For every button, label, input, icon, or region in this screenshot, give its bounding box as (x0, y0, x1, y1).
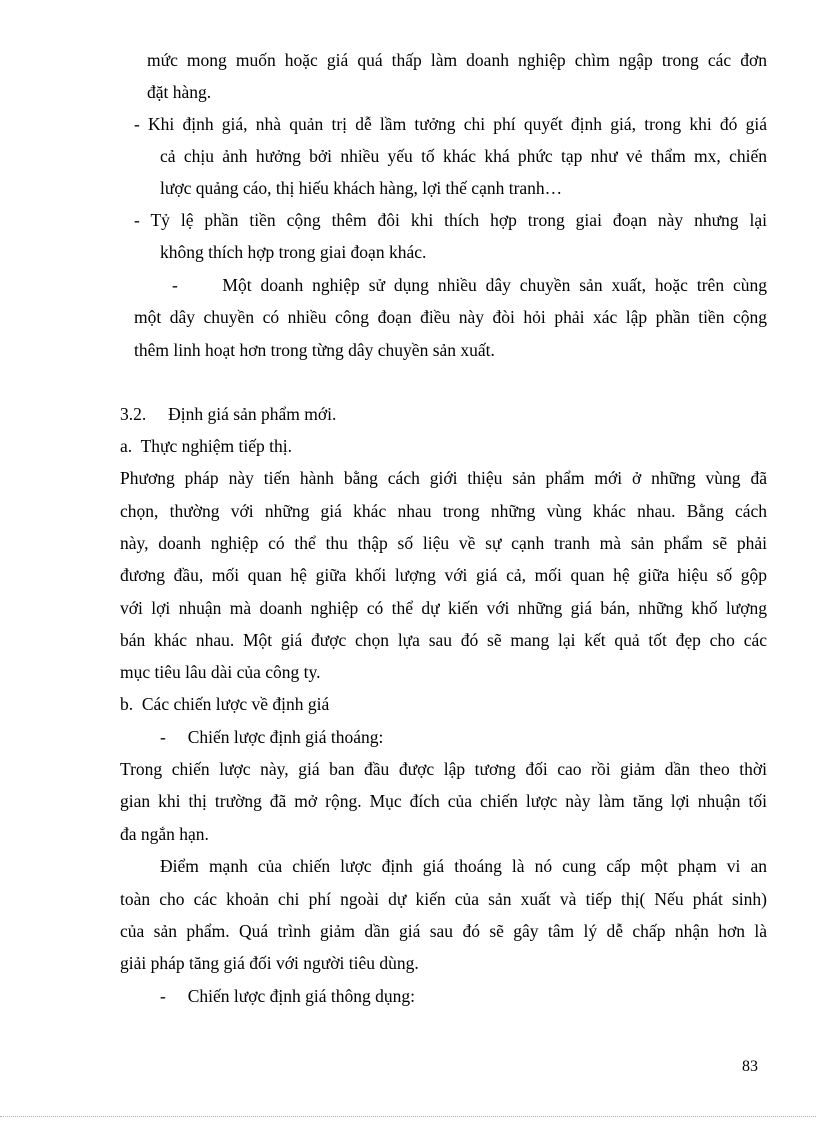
text-line: lược quảng cáo, thị hiếu khách hàng, lợi thế cạnh tranh… (160, 178, 563, 198)
text-line: giải pháp tăng giá đối với người tiêu dùng. (120, 953, 419, 973)
text-line: - Khi định giá, nhà quản trị dễ lầm tưởng chi phí quyết định giá, trong khi đó giá (134, 114, 767, 134)
text-line: đương đầu, mối quan hệ giữa khối lượng với giá cả, mối quan hệ giữa hiệu số gộp (120, 565, 767, 585)
text-line: thêm linh hoạt hơn trong từng dây chuyền sản xuất. (134, 340, 495, 360)
text-line: gian khi thị trường đã mở rộng. Mục đích của chiến lược này làm tăng lợi nhuận tối (120, 791, 767, 811)
text-line: Trong chiến lược này, giá ban đầu được lập tương đối cao rồi giảm dần theo thời (120, 759, 767, 779)
list-item: - Chiến lược định giá thông dụng: (160, 986, 415, 1006)
text-line: của sản phẩm. Quá trình giảm dần giá sau đó sẽ gây tâm lý dễ chấp nhận hơn là (120, 921, 767, 941)
text-line: cả chịu ảnh hưởng bởi nhiều yếu tố khác khá phức tạp như vẻ thẩm mx, chiến (160, 146, 767, 166)
section-heading: 3.2. Định giá sản phẩm mới. (120, 404, 337, 424)
page-number: 83 (742, 1058, 758, 1075)
text-line: chọn, thường với những giá khác nhau trong những vùng khác nhau. Bằng cách (120, 501, 767, 521)
subsection-heading: b. Các chiến lược về định giá (120, 694, 330, 714)
list-item: - Chiến lược định giá thoáng: (160, 727, 384, 747)
subsection-heading: a. Thực nghiệm tiếp thị. (120, 436, 292, 456)
text-line: toàn cho các khoản chi phí ngoài dự kiến của sản xuất và tiếp thị( Nếu phát sinh) (120, 889, 767, 909)
page-edge-divider (0, 1116, 816, 1117)
text-line: - Tỷ lệ phần tiền cộng thêm đôi khi thích hợp trong giai đoạn này nhưng lại (134, 210, 767, 230)
text-line: bán khác nhau. Một giá được chọn lựa sau đó sẽ mang lại kết quả tốt đẹp cho các (120, 630, 767, 650)
text-line: đặt hàng. (147, 82, 212, 102)
text-line: mục tiêu lâu dài của công ty. (120, 662, 321, 682)
text-line: mức mong muốn hoặc giá quá thấp làm doanh nghiệp chìm ngập trong các đơn (147, 50, 767, 70)
text-line: không thích hợp trong giai đoạn khác. (160, 242, 427, 262)
text-line: này, doanh nghiệp có thể thu thập số liệu về sự cạnh tranh mà sản phẩm sẽ phải (120, 533, 767, 553)
text-line: một dây chuyền có nhiều công đoạn điều này đòi hỏi phải xác lập phần tiền cộng (134, 307, 767, 327)
text-line: đa ngắn hạn. (120, 824, 209, 844)
text-line: Điểm mạnh của chiến lược định giá thoáng là nó cung cấp một phạm vi an (160, 856, 767, 876)
text-line: - Một doanh nghiệp sử dụng nhiều dây chuyền sản xuất, hoặc trên cùng (172, 275, 767, 295)
text-line: với lợi nhuận mà doanh nghiệp có thể dự kiến với những giá bán, những khố lượng (120, 598, 767, 618)
text-line: Phương pháp này tiến hành bằng cách giới thiệu sản phẩm mới ở những vùng đã (120, 468, 767, 488)
